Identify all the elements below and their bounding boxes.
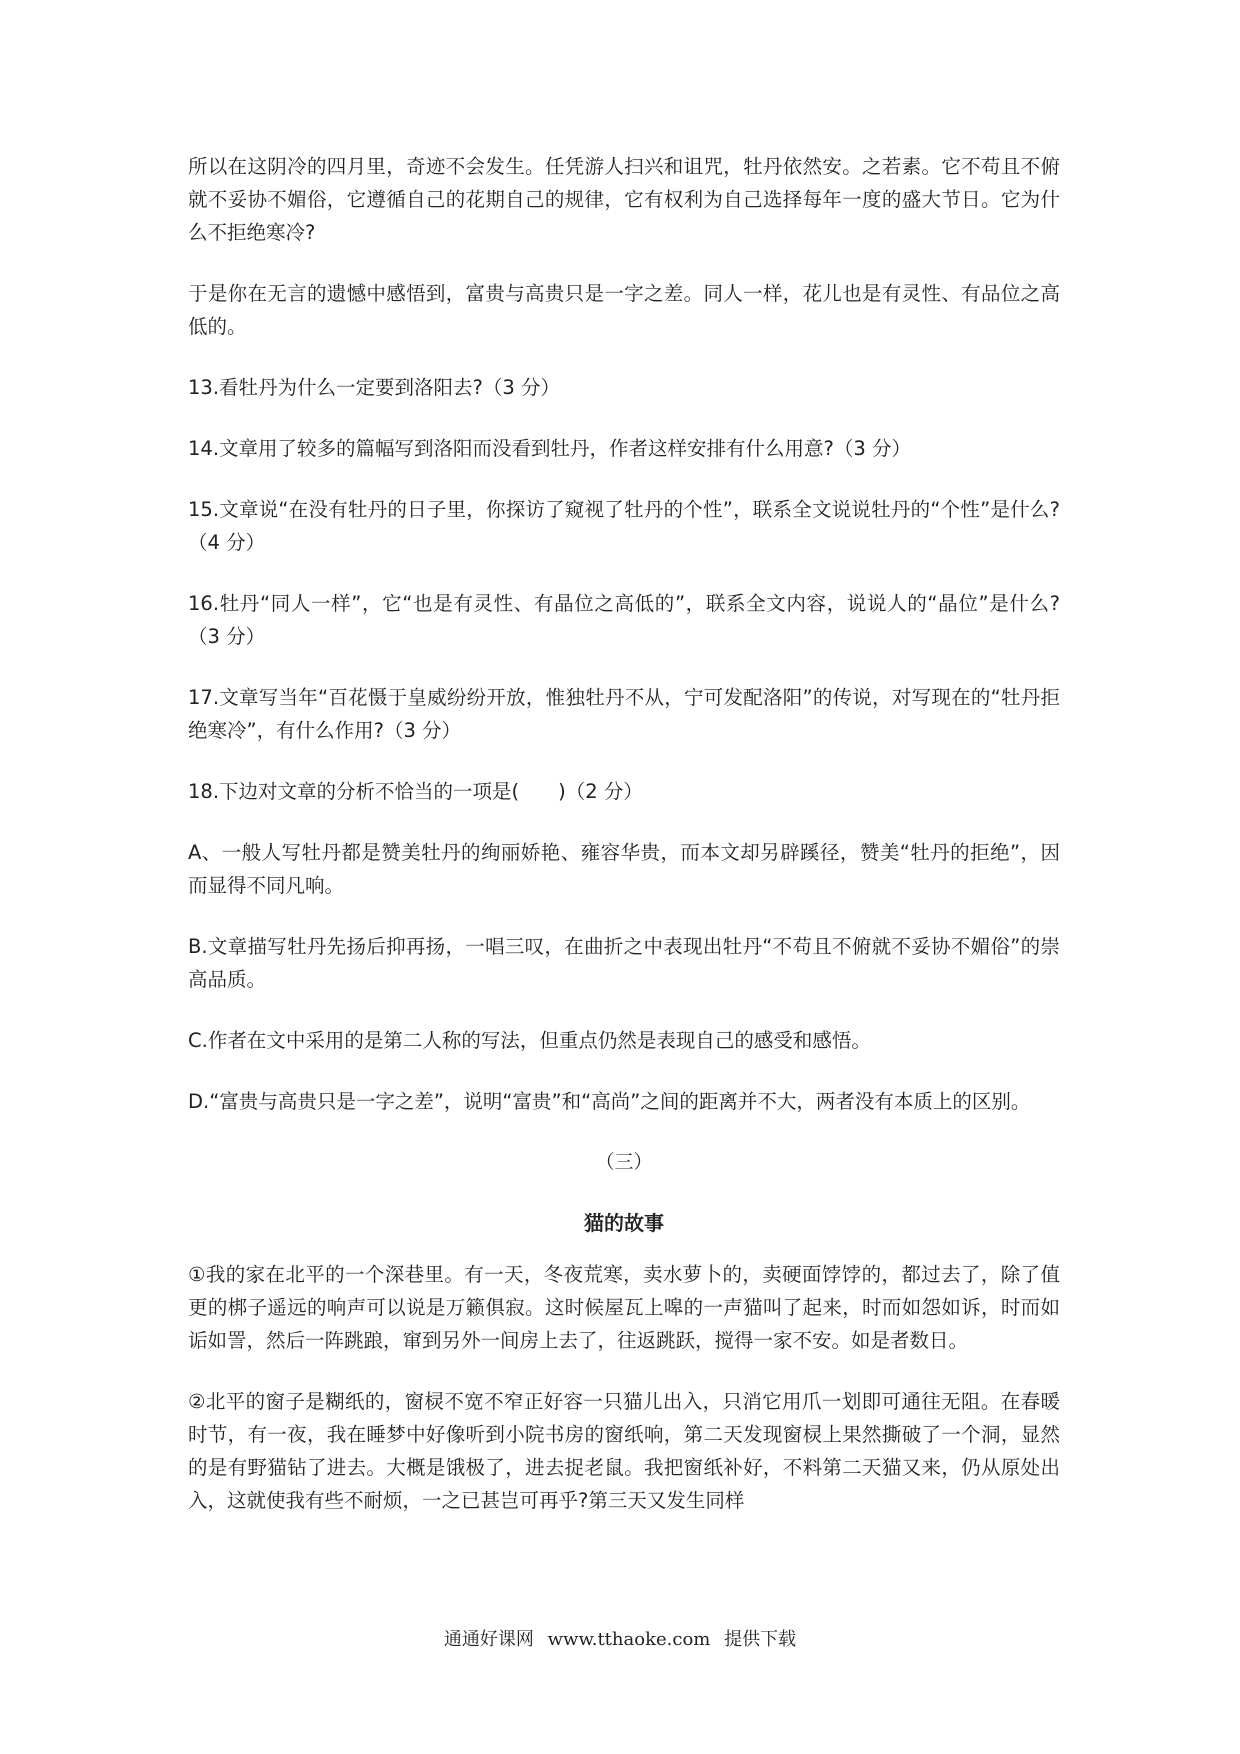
article-paragraph: ②北平的窗子是糊纸的，窗棂不宽不窄正好容一只猫儿出入，只消它用爪一划即可通往无阻。在春暖时节，有一夜，我在睡梦中好像听到小院书房的窗纸响，第二天发现窗棂上果然撕破了一个洞，显然的是有野猫钻了进去。大概是饿极了，进去捉老鼠。我把窗纸补好，不料第二天猫又来，仍从原处出入，这就使我有些不耐烦，一之已甚岂可再乎?第三天又发生同样 <box>188 1390 1060 1512</box>
option-b: B.文章描写牡丹先扬后抑再扬，一唱三叹，在曲折之中表现出牡丹“不苟且不俯就不妥协不媚俗”的崇高品质。 <box>188 935 1060 991</box>
option-d: D.“富贵与高贵只是一字之差”，说明“富贵”和“高尚”之间的距离并不大，两者没有本质上的区别。 <box>188 1090 1031 1113</box>
footer-url[interactable]: www.tthaoke.com <box>547 1629 711 1650</box>
page-footer <box>0 1626 1240 1654</box>
question-13: 13.看牡丹为什么一定要到洛阳去?（3 分） <box>188 376 560 399</box>
question-18: 18.下边对文章的分析不恰当的一项是( )（2 分） <box>188 780 643 803</box>
option-c: C.作者在文中采用的是第二人称的写法，但重点仍然是表现自己的感受和感悟。 <box>188 1029 871 1052</box>
footer-suffix: 提供下载 <box>724 1629 797 1650</box>
section-number: （三） <box>595 1151 653 1173</box>
article-paragraph: ①我的家在北平的一个深巷里。有一天，冬夜荒寒，卖水萝卜的，卖硬面饽饽的，都过去了，除了值更的梆子遥远的响声可以说是万籁俱寂。这时候屋瓦上嗥的一声猫叫了起来，时而如怨如诉，时而如诟如詈，然后一阵跳踉，窜到另外一间房上去了，往返跳跃，搅得一家不安。如是者数日。 <box>188 1263 1060 1352</box>
option-a: A、一般人写牡丹都是赞美牡丹的绚丽娇艳、雍容华贵，而本文却另辟蹊径，赞美“牡丹的拒绝”，因而显得不同凡响。 <box>188 841 1060 897</box>
article-title: 猫的故事 <box>584 1211 664 1235</box>
passage-paragraph: 于是你在无言的遗憾中感悟到，富贵与高贵只是一字之差。同人一样，花儿也是有灵性、有品位之高低的。 <box>188 282 1060 338</box>
footer-site-name: 通通好课网 <box>443 1629 534 1650</box>
document-body <box>188 150 1060 1545</box>
question-17: 17.文章写当年“百花慑于皇威纷纷开放，惟独牡丹不从，宁可发配洛阳”的传说，对写现在的“牡丹拒绝寒冷”，有什么作用?（3 分） <box>188 686 1060 742</box>
passage-paragraph: 所以在这阴冷的四月里，奇迹不会发生。任凭游人扫兴和诅咒，牡丹依然安。之若素。它不苟且不俯就不妥协不媚俗，它遵循自己的花期自己的规律，它有权利为自己选择每年一度的盛大节日。它为什么不拒绝寒冷? <box>188 155 1060 244</box>
question-15: 15.文章说“在没有牡丹的日子里，你探访了窥视了牡丹的个性”，联系全文说说牡丹的“个性”是什么?（4 分） <box>188 498 1060 554</box>
question-14: 14.文章用了较多的篇幅写到洛阳而没看到牡丹，作者这样安排有什么用意?（3 分） <box>188 437 911 460</box>
question-16: 16.牡丹“同人一样”，它“也是有灵性、有晶位之高低的”，联系全文内容，说说人的“晶位”是什么?（3 分） <box>188 592 1060 648</box>
